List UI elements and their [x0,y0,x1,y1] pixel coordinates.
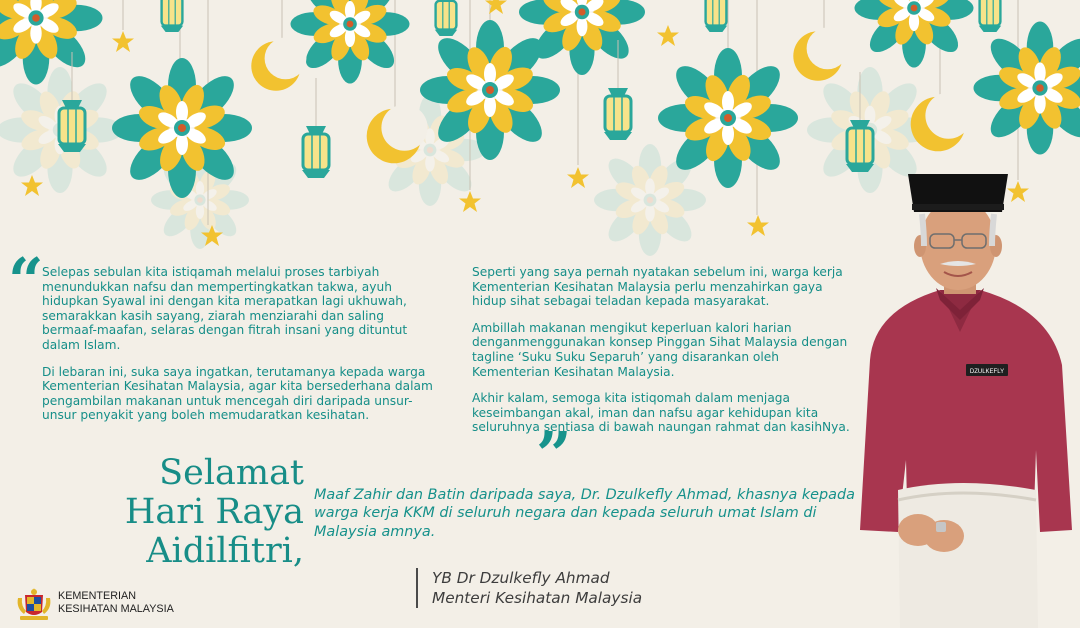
coat-of-arms-icon [14,584,54,624]
letter-paragraph: Di lebaran ini, suka saya ingatkan, terutamanya kepada warga Kementerian Kesihatan Malaysia, agar kita bersederhana dalam pengambilan makanan untuk mencegah diri daripada unsur-unsur penyakit yang boleh memudaratkan kesihatan. [42,364,433,423]
greeting-title [104,454,304,571]
greeting-message: Maaf Zahir dan Batin daripada saya, Dr. Dzulkefly Ahmad, khasnya kepada warga kerja KKM di seluruh negara dan kepada seluruh umat Islam di Malaysia amnya. [314,487,855,540]
greeting-line: Hari Raya [124,492,304,532]
logo-line: KEMENTERIAN [58,590,136,602]
ministry-logo [14,584,214,624]
greeting-line: Aidilfitri, [146,531,304,571]
closing-quote-icon: ” [536,418,572,491]
letter-paragraph: Seperti yang saya pernah nyatakan sebelum ini, warga kerja Kementerian Kesihatan Malaysia perlu menzahirkan gaya hidup sihat sebagai teladan kepada masyarakat. [472,265,843,309]
opening-quote-icon: “ [8,244,44,317]
logo-line: KESIHATAN MALAYSIA [58,602,174,615]
signature-block [416,568,642,608]
greeting-line: Selamat [159,453,304,493]
letter-paragraph: Ambillah makanan mengikut keperluan kalori harian denganmenggunakan konsep Pinggan Sihat Malaysia dengan tagline ‘Suku Suku Separuh’ yang disarankan oleh Kementerian Kesihatan Malaysia. [472,320,848,379]
signature-name: YB Dr Dzulkefly Ahmad [432,569,610,587]
ministry-logo-text [58,590,174,615]
minister-portrait [840,160,1080,628]
letter-right-column [472,265,850,447]
letter-left-column [42,265,434,435]
signature-title: Menteri Kesihatan Malaysia [432,589,643,607]
letter-paragraph: Selepas sebulan kita istiqamah melalui proses tarbiyah menundukkan nafsu dan mempertingkatkan takwa, ayuh hidupkan Syawal ini dengan kita merapatkan lagi ukhuwah, semarakkan kasih sayang, ziarah menziarahi dan saling bermaaf-maafan, selaras dengan fitrah insani yang dituntut dalam Islam. [42,265,408,352]
letter-paragraph: Akhir kalam, semoga kita istiqomah dalam menjaga keseimbangan akal, iman dan nafsu agar kehidupan kita seluruhnya sentiasa di bawah naungan rahmat dan kasihNya. [472,391,850,435]
name-tag: DZULKEFLY [969,369,1005,375]
